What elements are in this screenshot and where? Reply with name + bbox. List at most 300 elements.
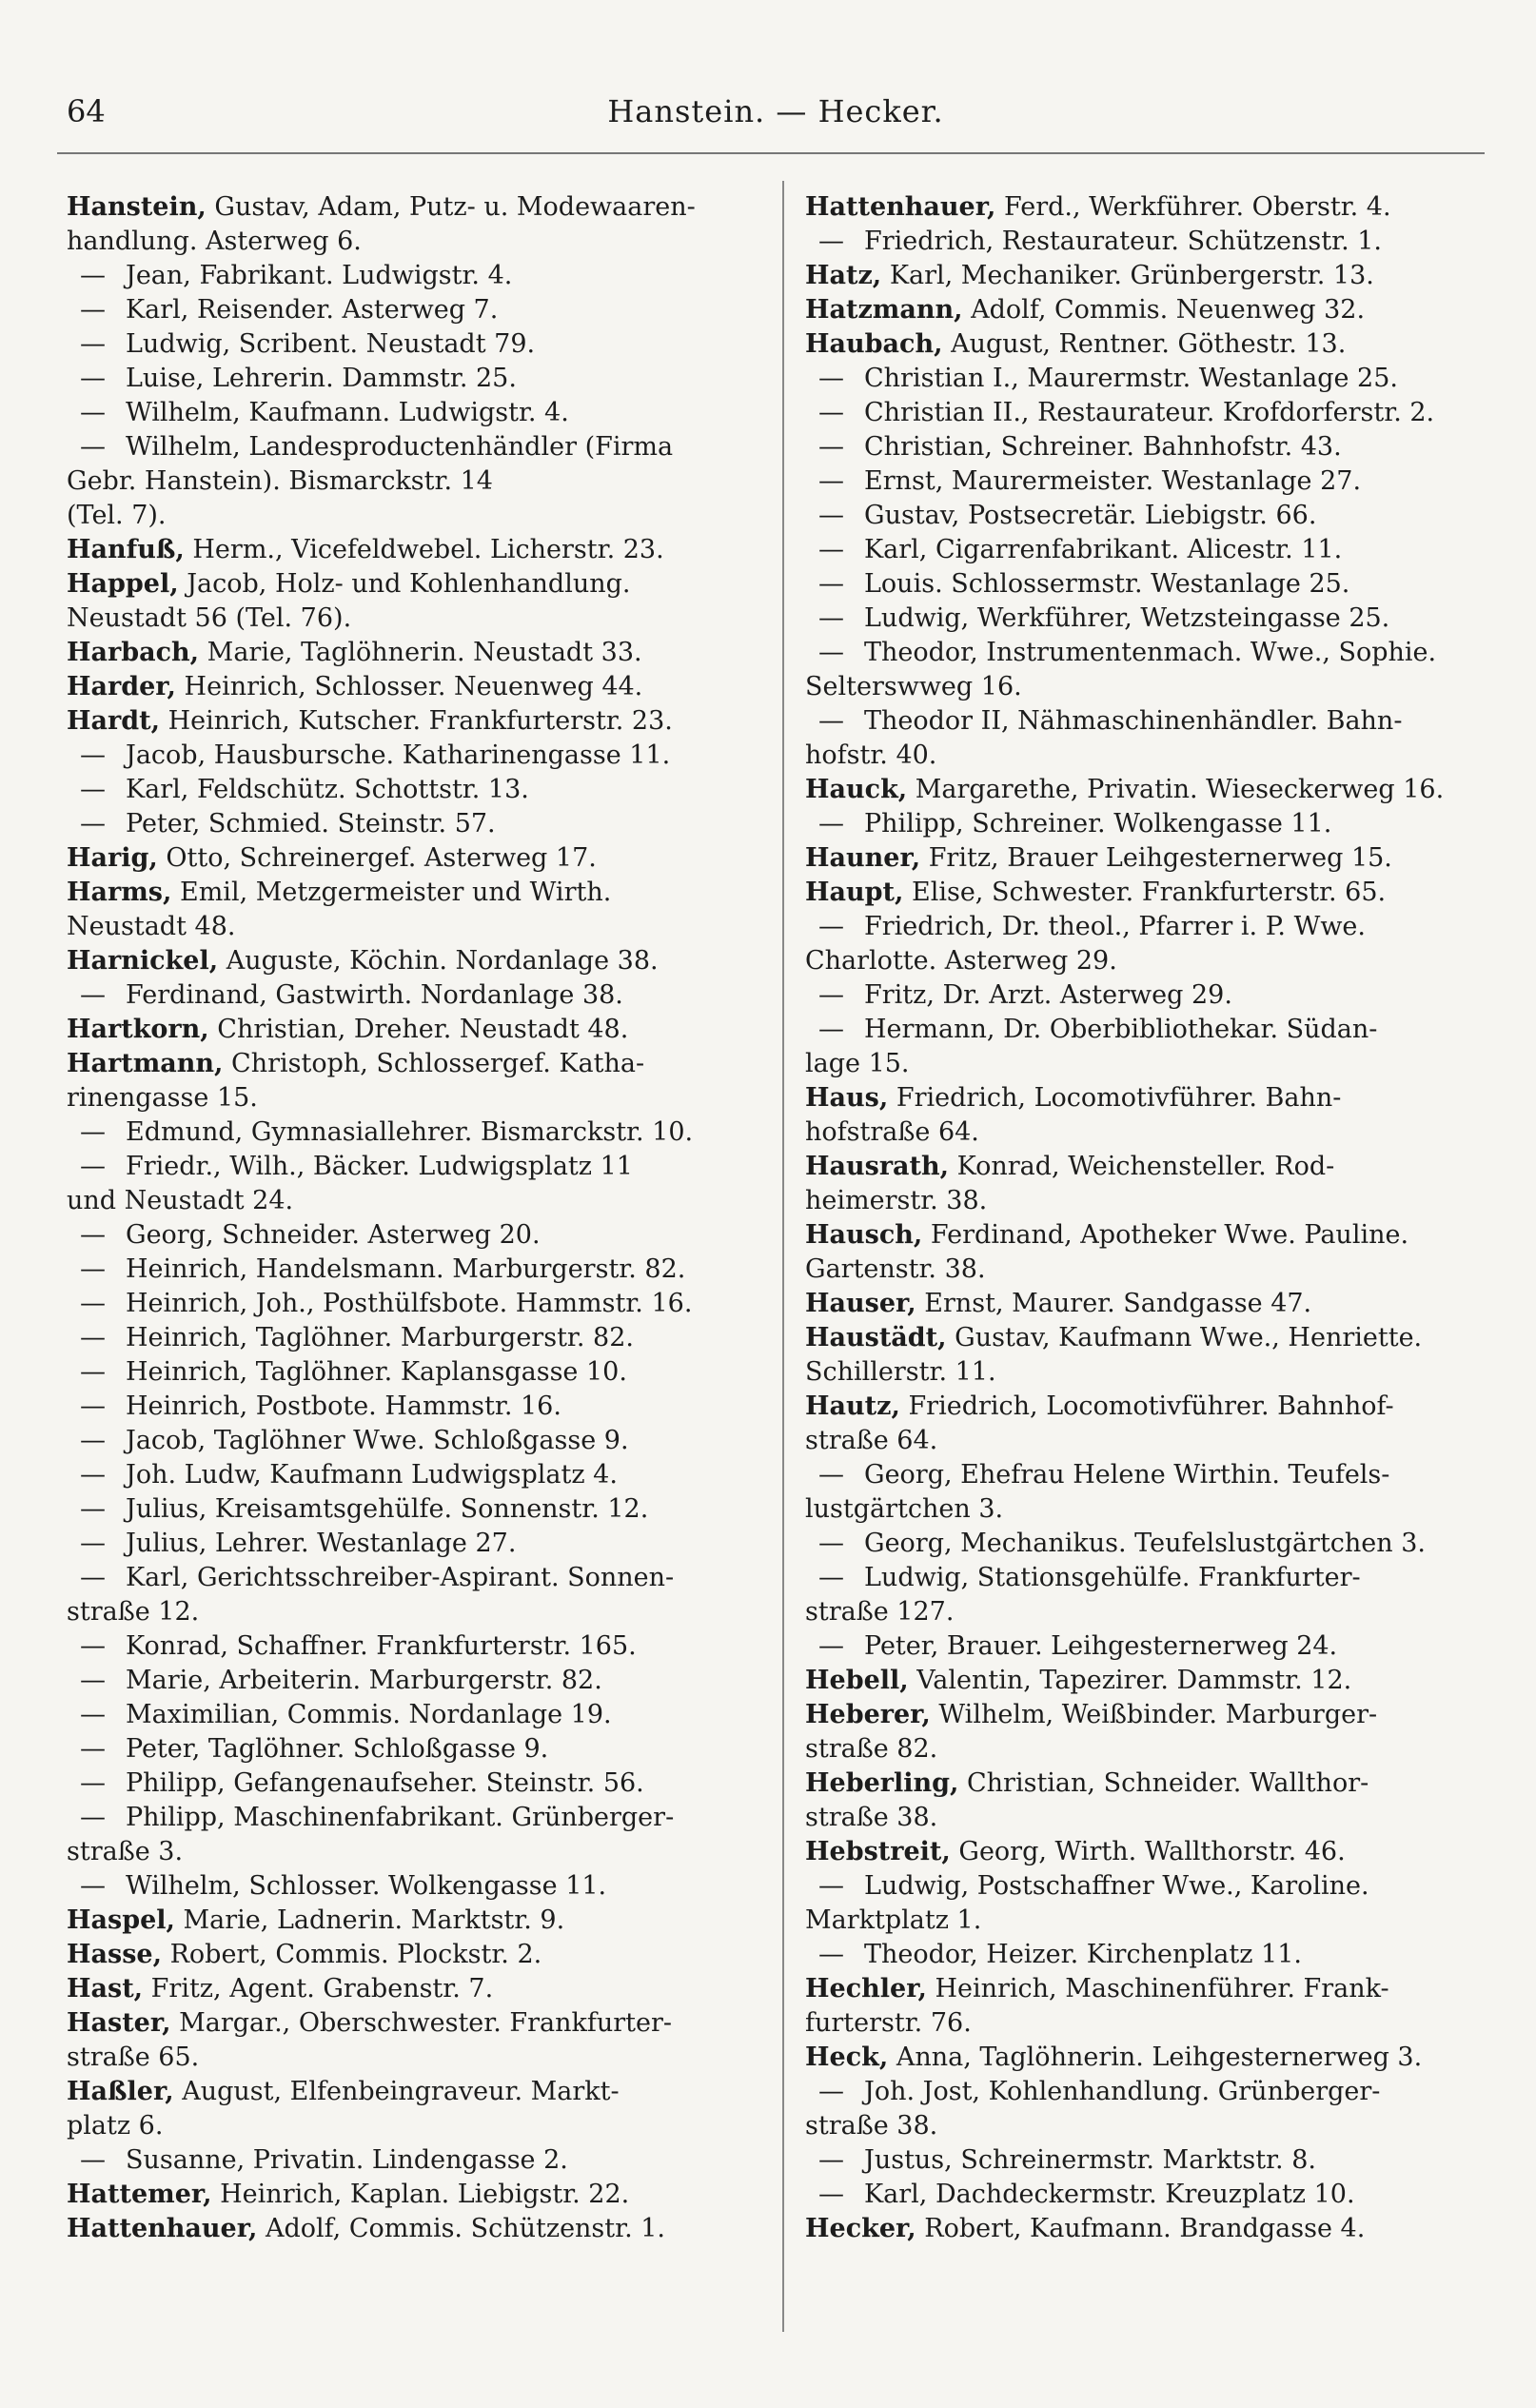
directory-entry-line — [805, 1561, 1509, 1595]
directory-entry-line — [67, 190, 771, 225]
ditto-dash: — — [80, 329, 106, 359]
entry-text: Theodor, Heizer. Kirchenplatz 11. — [864, 1940, 1302, 1969]
surname: Hanfuß, — [67, 535, 185, 564]
directory-entry-line — [805, 1047, 1509, 1081]
directory-entry-line — [805, 1629, 1509, 1664]
ditto-dash: — — [80, 1220, 106, 1250]
entry-text: Ludwig, Postschaffner Wwe., Karoline. — [864, 1871, 1369, 1901]
entry-text: Charlotte. Asterweg 29. — [805, 946, 1117, 976]
directory-entry-line — [67, 1047, 771, 1081]
ditto-dash: — — [818, 1529, 844, 1558]
entry-text: straße 65. — [67, 2043, 200, 2072]
directory-entry-line — [67, 636, 771, 670]
surname: Hattenhauer, — [67, 2214, 258, 2243]
entry-text: Karl, Mechaniker. Grünbergerstr. 13. — [889, 261, 1374, 290]
ditto-dash: — — [80, 1529, 106, 1558]
ditto-dash: — — [80, 1871, 106, 1901]
surname: Hattenhauer, — [805, 192, 996, 222]
entry-text: Heinrich, Kutscher. Frankfurterstr. 23. — [167, 706, 673, 736]
directory-entry-line — [67, 910, 771, 944]
entry-text: Christian, Schneider. Wallthor- — [967, 1768, 1369, 1798]
entry-text: Friedrich, Restaurateur. Schützenstr. 1. — [864, 227, 1382, 256]
directory-entry-line — [67, 396, 771, 430]
directory-entry-line — [805, 1767, 1509, 1801]
directory-entry-line — [67, 1561, 771, 1595]
directory-entry-line — [67, 773, 771, 807]
ditto-dash: — — [818, 227, 844, 256]
directory-entry-line — [67, 704, 771, 739]
entry-text: Wilhelm, Kaufmann. Ludwigstr. 4. — [126, 398, 569, 427]
directory-entry-line — [805, 1253, 1509, 1287]
entry-text: Luise, Lehrerin. Dammstr. 25. — [126, 364, 517, 393]
ditto-dash: — — [80, 1392, 106, 1421]
entry-text: Christoph, Schlossergef. Katha- — [231, 1049, 645, 1078]
entry-text: Heinrich, Taglöhner. Kaplansgasse 10. — [126, 1357, 627, 1387]
directory-entry-line — [805, 2178, 1509, 2212]
directory-entry-line — [67, 1458, 771, 1492]
entry-text: straße 38. — [805, 1803, 938, 1832]
directory-entry-line — [805, 499, 1509, 533]
directory-entry-line — [67, 1698, 771, 1732]
entry-text: Valentin, Tapezirer. Dammstr. 12. — [916, 1666, 1352, 1695]
entry-text: Gustav, Postsecretär. Liebigstr. 66. — [864, 501, 1317, 530]
entry-text: Susanne, Privatin. Lindengasse 2. — [126, 2145, 568, 2175]
entry-text: und Neustadt 24. — [67, 1186, 294, 1215]
entry-text: Ferdinand, Gastwirth. Nordanlage 38. — [126, 980, 623, 1010]
entry-text: Margarethe, Privatin. Wieseckerweg 16. — [915, 775, 1445, 804]
surname: Hatzmann, — [805, 295, 963, 325]
directory-entry-line — [805, 190, 1509, 225]
entry-text: Georg, Schneider. Asterweg 20. — [126, 1220, 541, 1250]
surname: Harms, — [67, 878, 172, 907]
surname: Hardt, — [67, 706, 160, 736]
ditto-dash: — — [80, 809, 106, 839]
ditto-dash: — — [80, 432, 106, 462]
ditto-dash: — — [80, 1117, 106, 1147]
entry-text: platz 6. — [67, 2111, 164, 2141]
entry-text: Karl, Dachdeckermstr. Kreuzplatz 10. — [864, 2180, 1355, 2209]
directory-entry-line — [67, 2006, 771, 2041]
entry-text: Marie, Ladnerin. Marktstr. 9. — [183, 1905, 565, 1935]
entry-text: Fritz, Dr. Arzt. Asterweg 29. — [864, 980, 1232, 1010]
directory-entry-line — [67, 1321, 771, 1355]
surname: Happel, — [67, 569, 179, 599]
directory-entry-line — [67, 1801, 771, 1835]
entry-text: Robert, Commis. Plockstr. 2. — [169, 1940, 542, 1969]
surname: Haspel, — [67, 1905, 175, 1935]
directory-entry-line — [805, 1904, 1509, 1938]
entry-text: Heinrich, Taglöhner. Marburgerstr. 82. — [126, 1323, 634, 1352]
ditto-dash: — — [818, 2145, 844, 2175]
surname: Hattemer, — [67, 2180, 212, 2209]
entry-text: hofstr. 40. — [805, 740, 937, 770]
directory-entry-line — [805, 1424, 1509, 1458]
ditto-dash: — — [80, 398, 106, 427]
entry-text: Wilhelm, Weißbinder. Marburger- — [938, 1700, 1378, 1729]
header-rule — [57, 152, 1485, 154]
entry-text: Philipp, Maschinenfabrikant. Grünberger- — [126, 1803, 675, 1832]
ditto-dash: — — [80, 295, 106, 325]
directory-entry-line — [805, 978, 1509, 1013]
directory-entry-line — [805, 2075, 1509, 2109]
entry-text: straße 127. — [805, 1597, 955, 1627]
entry-text: Maximilian, Commis. Nordanlage 19. — [126, 1700, 612, 1729]
ditto-dash: — — [818, 535, 844, 564]
entry-text: Edmund, Gymnasiallehrer. Bismarckstr. 10. — [126, 1117, 694, 1147]
entry-text: Auguste, Köchin. Nordanlage 38. — [226, 946, 659, 976]
entry-text: Ernst, Maurer. Sandgasse 47. — [924, 1289, 1312, 1318]
ditto-dash: — — [818, 398, 844, 427]
entry-text: Christian I., Maurermstr. Westanlage 25. — [864, 364, 1398, 393]
directory-entry-line — [67, 1972, 771, 2006]
entry-text: straße 64. — [805, 1426, 938, 1455]
entry-text: Ferd., Werkführer. Oberstr. 4. — [1003, 192, 1391, 222]
directory-entry-line — [805, 1664, 1509, 1698]
directory-entry-line — [805, 1321, 1509, 1355]
entry-text: Theodor II, Nähmaschinenhändler. Bahn- — [864, 706, 1403, 736]
directory-entry-line — [67, 807, 771, 841]
entry-text: Jacob, Holz- und Kohlenhandlung. — [187, 569, 631, 599]
directory-entry-line — [805, 807, 1509, 841]
directory-entry-line — [67, 499, 771, 533]
ditto-dash: — — [80, 1768, 106, 1798]
ditto-dash: — — [818, 2077, 844, 2106]
directory-entry-line — [67, 1150, 771, 1184]
directory-entry-line — [67, 2212, 771, 2246]
directory-entry-line — [67, 430, 771, 464]
surname: Hanstein, — [67, 192, 207, 222]
entry-text: Robert, Kaufmann. Brandgasse 4. — [924, 2214, 1366, 2243]
page-header — [67, 93, 1485, 147]
entry-text: Joh. Ludw, Kaufmann Ludwigsplatz 4. — [126, 1460, 618, 1490]
directory-entry-line — [67, 1355, 771, 1390]
directory-entry-line — [805, 2006, 1509, 2041]
directory-entry-line — [805, 636, 1509, 670]
directory-entry-line — [67, 841, 771, 876]
ditto-dash: — — [80, 980, 106, 1010]
directory-entry-line — [805, 1972, 1509, 2006]
entry-text: Ernst, Maurermeister. Westanlage 27. — [864, 466, 1362, 496]
entry-text: Georg, Wirth. Wallthorstr. 46. — [958, 1837, 1346, 1866]
surname: Haster, — [67, 2008, 171, 2038]
surname: Hartmann, — [67, 1049, 224, 1078]
entry-text: Georg, Ehefrau Helene Wirthin. Teufels- — [864, 1460, 1390, 1490]
directory-entry-line — [67, 1253, 771, 1287]
ditto-dash: — — [818, 809, 844, 839]
directory-entry-line — [805, 567, 1509, 602]
ditto-dash: — — [818, 706, 844, 736]
directory-entry-line — [67, 1492, 771, 1527]
surname: Hatz, — [805, 261, 882, 290]
ditto-dash: — — [818, 1460, 844, 1490]
entry-text: Ludwig, Werkführer, Wetzsteingasse 25. — [864, 603, 1390, 633]
ditto-dash: — — [80, 1323, 106, 1352]
directory-entry-line — [805, 2212, 1509, 2246]
directory-entry-line — [805, 396, 1509, 430]
surname: Hauner, — [805, 843, 921, 873]
entry-text: Fritz, Brauer Leihgesternerweg 15. — [928, 843, 1392, 873]
entry-text: Hermann, Dr. Oberbibliothekar. Südan- — [864, 1015, 1378, 1044]
entry-text: Heinrich, Schlosser. Neuenweg 44. — [184, 672, 643, 701]
entry-text: Heinrich, Maschinenführer. Frank- — [935, 1974, 1389, 2003]
entry-text: Emil, Metzgermeister und Wirth. — [180, 878, 612, 907]
entry-text: Selterswweg 16. — [805, 672, 1022, 701]
directory-entry-line — [67, 1115, 771, 1150]
directory-entry-line — [67, 1184, 771, 1218]
surname: Haßler, — [67, 2077, 174, 2106]
directory-entry-line — [67, 567, 771, 602]
entry-text: Louis. Schlossermstr. Westanlage 25. — [864, 569, 1350, 599]
directory-entry-line — [67, 1595, 771, 1629]
directory-entry-line — [805, 1390, 1509, 1424]
directory-entry-line — [805, 1184, 1509, 1218]
surname: Hasse, — [67, 1940, 162, 1969]
directory-entry-line — [67, 362, 771, 396]
directory-entry-line — [805, 841, 1509, 876]
directory-entry-line — [67, 2041, 771, 2075]
ditto-dash: — — [818, 1563, 844, 1592]
ditto-dash: — — [80, 261, 106, 290]
surname: Hebell, — [805, 1666, 909, 1695]
entry-text: Anna, Taglöhnerin. Leihgesternerweg 3. — [896, 2043, 1423, 2072]
entry-text: Gartenstr. 38. — [805, 1254, 986, 1284]
surname: Hebstreit, — [805, 1837, 951, 1866]
entry-text: Otto, Schreinergef. Asterweg 17. — [166, 843, 597, 873]
directory-entry-line — [805, 876, 1509, 910]
directory-entry-line — [67, 1664, 771, 1698]
directory-entry-line — [67, 2178, 771, 2212]
directory-entry-line — [805, 704, 1509, 739]
entry-text: Marktplatz 1. — [805, 1905, 982, 1935]
surname: Haupt, — [805, 878, 904, 907]
entry-text: Gustav, Kaufmann Wwe., Henriette. — [955, 1323, 1423, 1352]
ditto-dash: — — [818, 432, 844, 462]
ditto-dash: — — [80, 775, 106, 804]
directory-entry-line — [805, 259, 1509, 293]
directory-entry-line — [805, 362, 1509, 396]
directory-entry-line — [67, 1081, 771, 1115]
directory-entry-line — [67, 739, 771, 773]
ditto-dash: — — [818, 466, 844, 496]
directory-entry-line — [805, 670, 1509, 704]
directory-entry-line — [67, 1218, 771, 1253]
directory-entry-line — [805, 2109, 1509, 2143]
ditto-dash: — — [80, 1357, 106, 1387]
entry-text: Philipp, Gefangenaufseher. Steinstr. 56. — [126, 1768, 644, 1798]
entry-text: Heinrich, Kaplan. Liebigstr. 22. — [220, 2180, 630, 2209]
ditto-dash: — — [818, 569, 844, 599]
entry-text: Elise, Schwester. Frankfurterstr. 65. — [911, 878, 1387, 907]
ditto-dash: — — [818, 1940, 844, 1969]
entry-text: straße 82. — [805, 1734, 938, 1764]
entry-text: Heinrich, Postbote. Hammstr. 16. — [126, 1392, 561, 1421]
surname: Harbach, — [67, 638, 200, 667]
directory-entry-line — [805, 2143, 1509, 2178]
directory-entry-line — [805, 464, 1509, 499]
column-divider — [782, 181, 784, 2332]
directory-entry-line — [67, 1527, 771, 1561]
entry-text: Konrad, Weichensteller. Rod- — [956, 1152, 1335, 1181]
surname: Hausch, — [805, 1220, 923, 1250]
entry-text: Wilhelm, Schlosser. Wolkengasse 11. — [126, 1871, 607, 1901]
ditto-dash: — — [80, 364, 106, 393]
entry-text: Adolf, Commis. Neuenweg 32. — [971, 295, 1366, 325]
entry-text: August, Elfenbeingraveur. Markt- — [182, 2077, 620, 2106]
directory-entry-line — [805, 1698, 1509, 1732]
ditto-dash: — — [80, 1803, 106, 1832]
entry-text: Christian II., Restaurateur. Krofdorferstr. 2. — [864, 398, 1435, 427]
entry-text: handlung. Asterweg 6. — [67, 227, 362, 256]
ditto-dash: — — [80, 1494, 106, 1524]
directory-entry-line — [805, 1835, 1509, 1869]
directory-entry-line — [805, 327, 1509, 362]
directory-entry-line — [805, 1492, 1509, 1527]
surname: Hartkorn, — [67, 1015, 209, 1044]
ditto-dash: — — [818, 1015, 844, 1044]
surname: Haus, — [805, 1083, 889, 1113]
directory-entry-line — [805, 1527, 1509, 1561]
entry-text: Jean, Fabrikant. Ludwigstr. 4. — [126, 261, 513, 290]
directory-entry-line — [67, 1869, 771, 1904]
left-column — [67, 190, 771, 2246]
entry-text: Herm., Vicefeldwebel. Licherstr. 23. — [192, 535, 664, 564]
entry-text: Friedrich, Dr. theol., Pfarrer i. P. Wwe. — [864, 912, 1366, 941]
entry-text: Heinrich, Joh., Posthülfsbote. Hammstr. 16. — [126, 1289, 693, 1318]
entry-text: Schillerstr. 11. — [805, 1357, 996, 1387]
directory-entry-line — [805, 1115, 1509, 1150]
entry-text: Peter, Brauer. Leihgesternerweg 24. — [864, 1631, 1338, 1661]
directory-entry-line — [805, 1732, 1509, 1767]
ditto-dash: — — [80, 1700, 106, 1729]
running-head: Hanstein. — Hecker. — [607, 93, 944, 129]
directory-entry-line — [805, 1869, 1509, 1904]
entry-text: Julius, Kreisamtsgehülfe. Sonnenstr. 12. — [126, 1494, 649, 1524]
directory-entry-line — [805, 1938, 1509, 1972]
directory-entry-line — [67, 1835, 771, 1869]
surname: Heck, — [805, 2043, 889, 2072]
entry-text: Jacob, Taglöhner Wwe. Schloßgasse 9. — [126, 1426, 629, 1455]
directory-entry-line — [805, 225, 1509, 259]
surname: Harig, — [67, 843, 158, 873]
directory-entry-line — [805, 1458, 1509, 1492]
directory-entry-line — [805, 1081, 1509, 1115]
surname: Harder, — [67, 672, 176, 701]
directory-entry-line — [67, 1732, 771, 1767]
surname: Hecker, — [805, 2214, 916, 2243]
entry-text: Konrad, Schaffner. Frankfurterstr. 165. — [126, 1631, 637, 1661]
surname: Haustädt, — [805, 1323, 947, 1352]
entry-text: Peter, Taglöhner. Schloßgasse 9. — [126, 1734, 549, 1764]
directory-entry-line — [805, 2041, 1509, 2075]
directory-entry-line — [805, 739, 1509, 773]
entry-text: Philipp, Schreiner. Wolkengasse 11. — [864, 809, 1332, 839]
ditto-dash: — — [818, 1871, 844, 1901]
entry-text: Neustadt 56 (Tel. 76). — [67, 603, 352, 633]
directory-entry-line — [805, 430, 1509, 464]
surname: Heberer, — [805, 1700, 931, 1729]
directory-entry-line — [67, 2109, 771, 2143]
directory-entry-line — [67, 1767, 771, 1801]
entry-text: Joh. Jost, Kohlenhandlung. Grünberger- — [864, 2077, 1381, 2106]
ditto-dash: — — [818, 980, 844, 1010]
directory-entry-line — [67, 1424, 771, 1458]
ditto-dash: — — [80, 1734, 106, 1764]
entry-text: Ludwig, Stationsgehülfe. Frankfurter- — [864, 1563, 1361, 1592]
directory-entry-line — [805, 944, 1509, 978]
ditto-dash: — — [80, 1289, 106, 1318]
ditto-dash: — — [818, 603, 844, 633]
ditto-dash: — — [80, 1460, 106, 1490]
entry-text: straße 38. — [805, 2111, 938, 2141]
entry-text: Karl, Gerichtsschreiber-Aspirant. Sonnen- — [126, 1563, 675, 1592]
entry-text: straße 12. — [67, 1597, 200, 1627]
page-number: 64 — [67, 93, 106, 129]
ditto-dash: — — [818, 638, 844, 667]
entry-text: Julius, Lehrer. Westanlage 27. — [126, 1529, 517, 1558]
entry-text: heimerstr. 38. — [805, 1186, 988, 1215]
directory-entry-line — [67, 1013, 771, 1047]
directory-entry-line — [67, 876, 771, 910]
surname: Heberling, — [805, 1768, 959, 1798]
ditto-dash: — — [818, 1631, 844, 1661]
ditto-dash: — — [80, 1254, 106, 1284]
entry-text: Fritz, Agent. Grabenstr. 7. — [150, 1974, 494, 2003]
directory-entry-line — [67, 1390, 771, 1424]
entry-text: Heinrich, Handelsmann. Marburgerstr. 82. — [126, 1254, 686, 1284]
entry-text: August, Rentner. Göthestr. 13. — [951, 329, 1347, 359]
directory-entry-line — [67, 225, 771, 259]
surname: Hauser, — [805, 1289, 916, 1318]
entry-text: Margar., Oberschwester. Frankfurter- — [179, 2008, 673, 2038]
entry-text: Neustadt 48. — [67, 912, 236, 941]
entry-text: Marie, Taglöhnerin. Neustadt 33. — [207, 638, 642, 667]
directory-entry-line — [67, 602, 771, 636]
entry-text: Ferdinand, Apotheker Wwe. Pauline. — [930, 1220, 1409, 1250]
directory-entry-line — [67, 2075, 771, 2109]
entry-text: hofstraße 64. — [805, 1117, 979, 1147]
directory-entry-line — [805, 533, 1509, 567]
ditto-dash: — — [80, 2145, 106, 2175]
entry-text: Friedr., Wilh., Bäcker. Ludwigsplatz 11 — [126, 1152, 633, 1181]
ditto-dash: — — [818, 364, 844, 393]
directory-entry-line — [67, 1629, 771, 1664]
directory-entry-line — [67, 670, 771, 704]
directory-entry-line — [805, 293, 1509, 327]
directory-entry-line — [67, 327, 771, 362]
directory-entry-line — [805, 1355, 1509, 1390]
directory-entry-line — [805, 1287, 1509, 1321]
entry-text: lustgärtchen 3. — [805, 1494, 1004, 1524]
directory-entry-line — [67, 533, 771, 567]
directory-entry-line — [67, 293, 771, 327]
entry-text: Wilhelm, Landesproductenhändler (Firma — [126, 432, 674, 462]
directory-entry-line — [67, 2143, 771, 2178]
entry-text: Friedrich, Locomotivführer. Bahn- — [896, 1083, 1342, 1113]
entry-text: Karl, Cigarrenfabrikant. Alicestr. 11. — [864, 535, 1343, 564]
directory-entry-line — [67, 1287, 771, 1321]
entry-text: Justus, Schreinermstr. Marktstr. 8. — [864, 2145, 1316, 2175]
entry-text: Adolf, Commis. Schützenstr. 1. — [265, 2214, 666, 2243]
surname: Hechler, — [805, 1974, 927, 2003]
entry-text: (Tel. 7). — [67, 501, 167, 530]
surname: Hast, — [67, 1974, 144, 2003]
entry-text: Christian, Dreher. Neustadt 48. — [217, 1015, 629, 1044]
entry-text: Karl, Feldschütz. Schottstr. 13. — [126, 775, 529, 804]
directory-entry-line — [805, 1218, 1509, 1253]
entry-text: straße 3. — [67, 1837, 184, 1866]
entry-text: Jacob, Hausbursche. Katharinengasse 11. — [126, 740, 671, 770]
surname: Harnickel, — [67, 946, 219, 976]
